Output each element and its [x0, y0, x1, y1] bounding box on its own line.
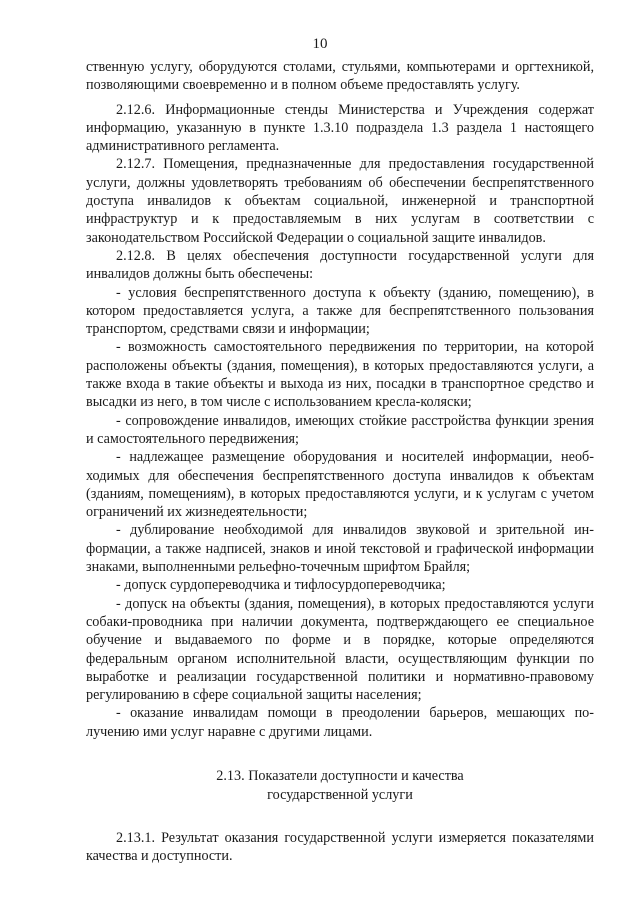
paragraph-2-12-6: 2.12.6. Информационные стенды Министерства и Учреждения содержат информацию, указанную в пункте 1.3.10 подраздела 1.3 раздела 1 настоящего административного регламента. — [86, 101, 594, 155]
list-item: - возможность самостоятельного передвижения по территории, на которой расположены объекты (здания, помещения), в которых предоставляются услуги, а также входа в такие объекты и выхода из них, посадки в транспортное средство и высадки из него, в том числе с использованием кресла-коляски; — [86, 339, 594, 411]
section-heading-line-1: 2.13. Показатели доступности и качества — [216, 767, 464, 784]
section-heading — [86, 767, 594, 805]
paragraph-continuation: ственную услугу, оборудуются столами, стульями, компьютерами и оргтехникой, позволяющими своевременно и в полном объеме предоставлять услугу. — [86, 59, 594, 94]
section-heading-line-2: государственной услуги — [267, 786, 413, 803]
list-item: - допуск сурдопереводчика и тифлосурдопереводчика; — [116, 577, 446, 594]
list-item: - условия беспрепятственного доступа к объекту (зданию, помещению), в котором предоставляется услуга, а также для беспрепятственного пользования транспортом, средствами связи и информации; — [86, 284, 594, 338]
paragraph-2-12-8: 2.12.8. В целях обеспечения доступности государственной услуги для инвалидов должны быть обеспечены: — [86, 247, 594, 283]
list-item: - допуск на объекты (здания, помещения), в которых предоставляются услуги собаки-проводника при наличии документа, подтверждающего ее специальное обучение и выдаваемого по форме и в порядке, которые определяются федеральным органом исполнительной власти, осуществляющим функции по выработке и реализации государственной политики и нормативно-правовому регулированию в сфере социальной защиты населения; — [86, 595, 594, 704]
document-body — [86, 58, 594, 866]
list-item: - сопровождение инвалидов, имеющих стойкие расстройства функции зрения и самостоятельного передвижения; — [86, 412, 594, 447]
paragraph-2-12-7: 2.12.7. Помещения, предназначенные для предоставления государственной услуги, должны удовлетворять требованиям об обеспечении беспрепятственного доступа инвалидов к объектам социальной, инженерной и транспортной инфраструктур и к предоставляемым в них услугам в соответствии с законодательством Российской Федерации о социальной защите инвалидов. — [86, 156, 594, 246]
list-item: - оказание инвалидам помощи в преодолении барьеров, мешающих получению ими услуг наравне с другими лицами. — [86, 705, 594, 740]
paragraph-2-13-1: 2.13.1. Результат оказания государственной услуги измеряется показателями качества и доступности. — [86, 829, 594, 865]
list-item: - дублирование необходимой для инвалидов звуковой и зрительной информации, а также надписей, знаков и иной текстовой и графической информации знаками, выполненными рельефно-точечным шрифтом Брайля; — [86, 522, 594, 576]
list-item: - надлежащее размещение оборудования и носителей информации, необходимых для обеспечения беспрепятственного доступа инвалидов к объектам (зданиям, помещениям), в которых предоставляются услуги, и к услугам с учетом ограничений их жизнедеятельности; — [86, 449, 594, 521]
page-number: 10 — [312, 36, 328, 52]
